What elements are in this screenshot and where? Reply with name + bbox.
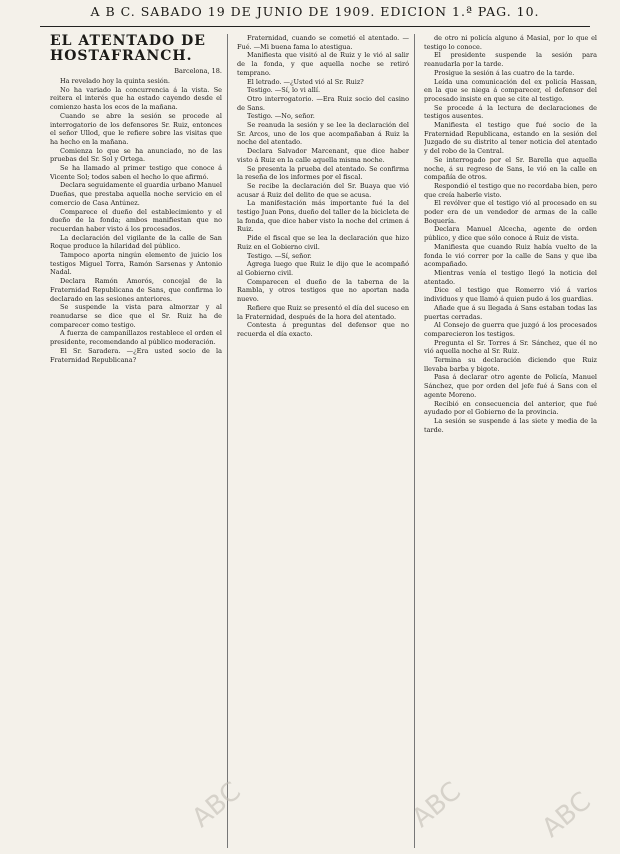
paragraph: Testigo. —Sí, señor. — [247, 251, 312, 260]
article-title: EL ATENTADO DE HOSTAFRANCH. — [50, 34, 206, 64]
paragraph: Leída una comunicación del ex policía Hassan, en la que se niega á comparecer, el defensor del procesado insiste en que se cite al testigo. — [424, 77, 597, 103]
paragraph: Se suspende la vista para almorzar y al reanudarse se dice que el Sr. Ruiz ha de comparecer como testigo. — [50, 303, 222, 329]
paragraph: Comienza lo que se ha anunciado, no de las pruebas del Sr. Sol y Ortega. — [50, 146, 222, 164]
paragraph: Agrega luego que Ruiz le dijo que le acompañó al Gobierno civil. — [237, 260, 409, 277]
watermark-stamp: ABC — [406, 776, 467, 834]
column-3 — [424, 34, 602, 848]
paragraph: Cuando se abre la sesión se procede al interrogatorio de los defensores Sr. Ruiz, entonces el señor Ullod, que le refiere sobre las visitas que ha hecho en la mañana. — [50, 111, 222, 146]
paragraph: Pasa á declarar otro agente de Policía, Manuel Sánchez, que por orden del jefe fué á Sans con el agente Moreno. — [424, 373, 597, 399]
paragraph: Fraternidad, cuando se cometió el atentado. —Fué. —Mi buena fama lo atestigua. — [237, 34, 409, 51]
column-2 — [237, 34, 415, 848]
column-1 — [50, 34, 228, 848]
watermark-stamp: ABC — [536, 786, 597, 844]
paragraph: Se procede á la lectura de declaraciones de testigos ausentes. — [424, 103, 597, 121]
column-1-body — [50, 77, 222, 364]
paragraph: Termina su declaración diciendo que Ruiz llevaba barba y bigote. — [424, 356, 597, 373]
paragraph: Al Consejo de guerra que juzgó á los procesados comparecieron los testigos. — [424, 321, 597, 338]
paragraph: Mientras venía el testigo llegó la noticia del atentado. — [424, 268, 597, 286]
paragraph: La sesión se suspende á las siete y media de la tarde. — [424, 416, 597, 434]
paragraph: Testigo. —No, señor. — [247, 112, 315, 121]
watermark-stamp: ABC — [186, 776, 247, 834]
paragraph: Comparecen el dueño de la taberna de la Rambla, y otros testigos que no aportan nada nuevo. — [237, 277, 409, 304]
paragraph: Otro interrogatorio. —Era Ruiz socio del casino de Sans. — [237, 94, 409, 112]
paragraph: Manifiesta que visitó al de Ruiz y le vió al salir de la fonda, y que aquella noche se retiró temprano. — [237, 51, 409, 77]
paragraph: Recibió en consecuencia del anterior, que fué ayudado por el Gobierno de la provincia. — [424, 399, 597, 417]
paragraph: La manifestación más importante fué la del testigo Juan Pons, dueño del taller de la bicicleta de la fonda, que dice haber visto la noche del crimen á Ruiz. — [237, 199, 409, 234]
paragraph: Manifiesta el testigo que fué socio de la Fraternidad Republicana, estando en la sesión del Juzgado de su distrito al tener noticia del atentado y del robo de la Central. — [424, 121, 597, 156]
paragraph: El revólver que el testigo vió al procesado en su poder era de un vendedor de armas de la calle Boquería. — [424, 199, 597, 225]
paragraph: Ha revelado hoy la quinta sesión. — [60, 77, 170, 85]
paragraph: El Sr. Saradera. —¿Era usted socio de la Fraternidad Republicana? — [50, 346, 222, 364]
paragraph: de otro ni policía alguno á Masial, por lo que el testigo lo conoce. — [424, 34, 597, 51]
paragraph: Contesta á preguntas del defensor que no recuerda el día exacto. — [237, 321, 409, 338]
paragraph: Se ha llamado al primer testigo que conoce á Vicente Sol; todos saben el hecho lo que afirmó. — [50, 164, 222, 181]
paragraph: Se interrogado por el Sr. Barella que aquella noche, á su regreso de Sans, le vió en la calle en compañía de otros. — [424, 155, 597, 182]
paragraph: Se recibe la declaración del Sr. Buaya que vió acusar á Ruiz del delito de que se acusa. — [237, 181, 409, 199]
article-columns — [50, 34, 602, 848]
paragraph: Tampoco aporta ningún elemento de juicio los testigos Miguel Torra, Ramón Sarsenas y Antonio Nadal. — [50, 251, 222, 277]
paragraph: Refiere que Ruiz se presentó el día del suceso en la Fraternidad, después de la hora del atentado. — [237, 303, 409, 321]
paragraph: Declara Manuel Alcecha, agente de orden público, y dice que sólo conoce á Ruiz de vista. — [424, 225, 597, 243]
paragraph: Declara seguidamente el guardia urbano Manuel Dueñas, que prestaba aquella noche servicio en el comercio de Casa Antúnez. — [50, 181, 222, 207]
paragraph: El letrado. —¿Usted vió al Sr. Ruiz? — [247, 77, 364, 86]
paragraph: Declara Salvador Marcenant, que dice haber visto á Ruiz en la calle aquella misma noche. — [237, 147, 409, 164]
paragraph: Añade que á su llegada á Sans estaban todas las puertas cerradas. — [424, 303, 597, 321]
dateline: Barcelona, 18. — [174, 67, 222, 75]
paragraph: Prosigue la sesión á las cuatro de la tarde. — [434, 68, 575, 77]
paragraph: Testigo. —Sí, lo vi allí. — [247, 86, 321, 95]
paragraph: Se presenta la prueba del atentado. Se confirma la reseña de los informes por el fiscal. — [237, 164, 409, 182]
paragraph: El presidente suspende la sesión para reanudarla por la tarde. — [424, 51, 597, 69]
paragraph: Manifiesta que cuando Ruiz había vuelto de la fonda le vió correr por la calle de Sans y que iba acompañado. — [424, 242, 597, 269]
paragraph: Respondió el testigo que no recordaba bien, pero que creía haberle visto. — [424, 181, 597, 199]
paragraph: A fuerza de campanillazos restablece el orden el presidente, recomendando al público moderación. — [50, 329, 222, 347]
column-2-body — [237, 34, 409, 339]
column-3-body — [424, 34, 597, 434]
paragraph: Pide el fiscal que se lea la declaración que hizo Ruiz en el Gobierno civil. — [237, 234, 409, 251]
page-header: A B C. SABADO 19 DE JUNIO DE 1909. EDICION 1.ª PAG. 10. — [40, 4, 590, 27]
paragraph: La declaración del vigilante de la calle de San Roque produce la hilaridad del público. — [50, 233, 222, 251]
paragraph: Pregunta el Sr. Torres á Sr. Sánchez, que él no vió aquella noche al Sr. Ruiz. — [424, 338, 597, 356]
paragraph: Se reanuda la sesión y se lee la declaración del Sr. Arcos, uno de los que acompañaban á Ruiz la noche del atentado. — [237, 121, 409, 147]
paragraph: Dice el testigo que Romerro vió á varios individuos y que llamó á quien pudo á los guardias. — [424, 286, 597, 304]
paragraph: Comparece el dueño del establecimiento y el dueño de la fonda; ambos manifiestan que no recuerdan haber visto á los procesados. — [50, 207, 222, 233]
paragraph: Declara Ramón Amorós, concejal de la Fraternidad Republicana de Sans, que confirma lo declarado en las sesiones anteriores. — [50, 277, 222, 303]
paragraph: No ha variado la concurrencia á la vista. Se reitera el interés que ha estado cayendo desde el comienzo hasta los ecos de la mañana. — [50, 85, 222, 112]
